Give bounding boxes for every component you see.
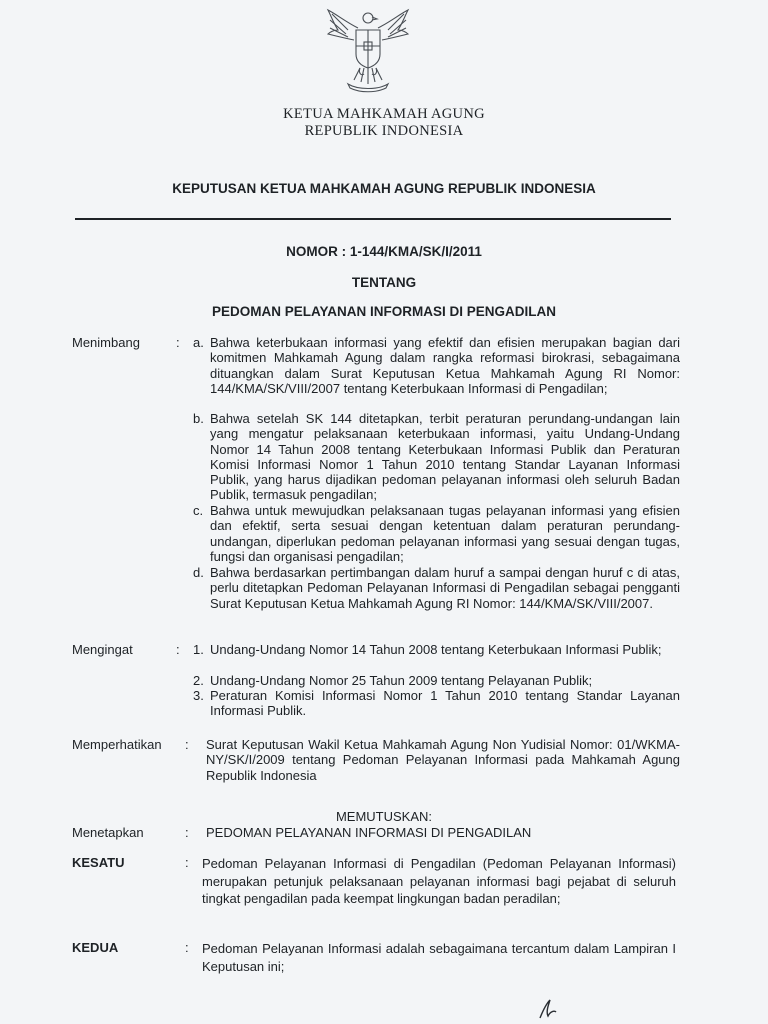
decree-number: NOMOR : 1-144/KMA/SK/I/2011 [286,244,482,259]
tentang-heading: TENTANG [351,275,417,290]
menimbang-item-b: Bahwa setelah SK 144 ditetapkan, terbit peraturan perundang-undangan lain yang mengatur pelaksanaan keterbukaan informasi, yaitu Undang-Undang Nomor 14 Tahun 2008 tentang Keterbukaan Informasi Publik dan Peraturan Komisi Informasi Nomor 1 Tahun 2010 tentang Standar Layanan Informasi Publik, yang harus dijadikan pedoman pelayanan informasi oleh seluruh Badan Publik, termasuk pengadilan; [210,411,680,503]
menimbang-mark-a: a. [193,335,204,350]
menimbang-mark-b: b. [193,411,204,426]
menetapkan-colon: : [185,825,189,840]
menimbang-mark-c: c. [193,503,204,518]
mengingat-item-2: Undang-Undang Nomor 25 Tahun 2009 tentang Pelayanan Publik; [210,673,593,688]
menimbang-mark-d: d. [193,565,204,580]
garuda-emblem-icon [318,4,418,94]
mengingat-label: Mengingat [72,642,133,657]
memperhatikan-label: Memperhatikan [72,737,162,752]
menimbang-item-c: Bahwa untuk mewujudkan pelaksanaan tugas pelayanan informasi yang efisien dan efektif, serta sesuai dengan ketentuan dalam peraturan perundang-undangan, diperlukan pedoman pelayanan informasi yang sesuai dengan tugas, fungsi dan organisasi pengadilan; [210,503,680,564]
menimbang-colon: : [176,335,180,350]
letterhead-line-2: REPUBLIK INDONESIA [304,123,464,139]
kesatu-colon: : [185,855,189,870]
memperhatikan-text: Surat Keputusan Wakil Ketua Mahkamah Agung Non Yudisial Nomor: 01/WKMA-NY/SK/I/2009 tentang Pedoman Pelayanan Informasi pada Mahkamah Agung Republik Indonesia [206,737,680,783]
mengingat-mark-2: 2. [193,673,204,688]
menimbang-item-d: Bahwa berdasarkan pertimbangan dalam huruf a sampai dengan huruf c di atas, perlu ditetapkan Pedoman Pelayanan Informasi di Pengadilan sebagai pengganti Surat Keputusan Ketua Mahkamah Agung RI Nomor: 144/KMA/SK/VIII/2007. [210,565,680,611]
mengingat-item-3: Peraturan Komisi Informasi Nomor 1 Tahun 2010 tentang Standar Layanan Informasi Publik. [210,688,680,719]
mengingat-colon: : [176,642,180,657]
paraf-signature-icon [536,996,560,1020]
menetapkan-label: Menetapkan [72,825,144,840]
kesatu-label: KESATU [72,855,125,870]
title-rule [75,218,671,220]
document-title: KEPUTUSAN KETUA MAHKAMAH AGUNG REPUBLIK INDONESIA [172,181,596,196]
mengingat-item-1: Undang-Undang Nomor 14 Tahun 2008 tentang Keterbukaan Informasi Publik; [210,642,662,657]
decree-subject: PEDOMAN PELAYANAN INFORMASI DI PENGADILAN [211,304,557,319]
letterhead-line-1: KETUA MAHKAMAH AGUNG [283,106,485,122]
kedua-label: KEDUA [72,940,119,955]
mengingat-mark-3: 3. [193,688,204,703]
kedua-colon: : [185,940,189,955]
menimbang-label: Menimbang [72,335,140,350]
kedua-text: Pedoman Pelayanan Informasi adalah sebagaimana tercantum dalam Lampiran I Keputusan ini; [202,941,676,974]
mengingat-mark-1: 1. [193,642,204,657]
menetapkan-text: PEDOMAN PELAYANAN INFORMASI DI PENGADILAN [206,825,532,840]
memperhatikan-colon: : [185,737,189,752]
memutuskan-heading: MEMUTUSKAN: [335,809,433,824]
kesatu-text: Pedoman Pelayanan Informasi di Pengadilan (Pedoman Pelayanan Informasi) merupakan petunjuk pelaksanaan pelayanan informasi bagi pejabat di seluruh tingkat pengadilan pada keempat lingkungan badan peradilan; [202,856,676,906]
menimbang-item-a: Bahwa keterbukaan informasi yang efektif dan efisien merupakan bagian dari komitmen Mahkamah Agung dalam rangka reformasi birokrasi, sebagaimana dituangkan dalam Surat Keputusan Ketua Mahkamah Agung RI Nomor: 144/KMA/SK/VIII/2007 tentang Keterbukaan Informasi di Pengadilan; [210,335,680,396]
